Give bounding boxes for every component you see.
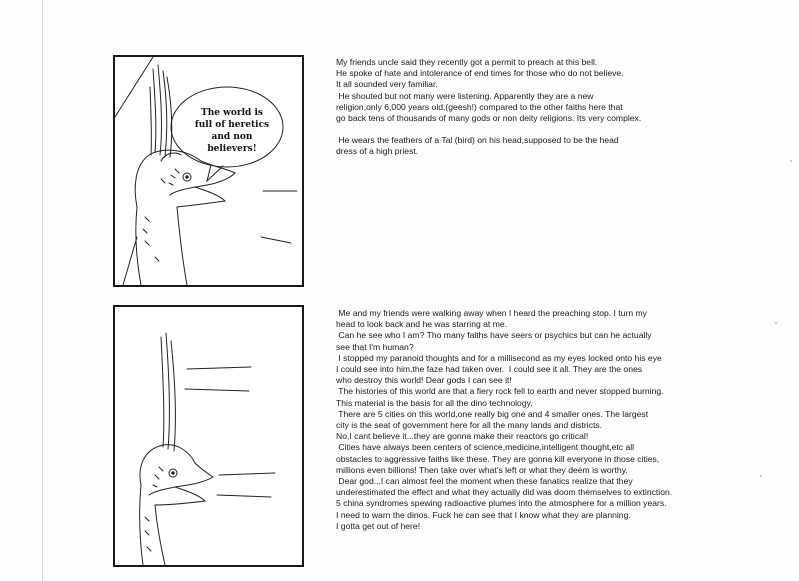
narration-line: millions even billions! Then take over what's left or what they deem is worthy. [336,464,628,475]
narration-line: There are 5 cities on this world,one really big one and 4 smaller ones. The largest [336,408,649,419]
narration-line: It all sounded very familiar. [336,79,438,90]
scan-speck [760,475,762,477]
narration-line: No,I cant believe it...they are gonna make their reactors go critical! [336,431,589,442]
narration-line: 5 china syndromes spewing radioactive plumes into the atmosphere for a million years. [336,498,667,509]
comic-panel-2 [113,305,304,567]
narration-line: I stopped my paranoid thoughts and for a millisecond as my eyes locked onto his eye [336,352,662,363]
narration-line: obstacles to aggressive faiths like these. They are gonna kill everyone in those cities, [336,453,660,464]
priest-speaking-drawing [115,57,302,285]
narration-line: Can he see who I am? Tho many faiths have seers or psychics but can he actually [336,330,652,341]
narration-line: This material is the basis for all the dino technology. [336,397,533,408]
narration-line: The histories of this world are that a fiery rock fell to earth and never stopped burning. [336,386,664,397]
priest-staring-drawing [115,307,302,565]
narration-line: My friends uncle said they recently got a permit to preach at this bell. [336,57,598,67]
narration-line: see that I'm human? [336,341,414,352]
narration-line: I could see into him,the faze had taken over. I could see it all. They are the ones [336,364,643,375]
narration-block-2 [336,308,756,532]
scan-speck [775,322,777,324]
narration-line: He shouted but not many were listening. Apparently they are a new [336,90,594,101]
narration-line: religion,only 6,000 years old,(geesh!) compared to the other faiths here that [336,101,623,112]
narration-line: city is the seat of government here for all the many lands and districts. [336,420,603,431]
narration-line: go back tens of thousands of many gods or non deity religions. Its very complex. [336,113,642,124]
narration-line: Cities have always been centers of science,medicine,intelligent thought,etc all [336,442,635,453]
comic-panel-1 [113,55,304,287]
page-edge-line [42,0,43,581]
narration-line: dress of a high priest. [336,146,419,157]
narration-line: Me and my friends were walking away when I heard the preaching stop. I turn my [336,308,647,318]
speech-bubble-text: The world is full of heretics and non believers! [194,108,270,154]
narration-line: underestimated the effect and what they actually did was doom themselves to extinction. [336,487,673,498]
narration-line: He spoke of hate and intolerance of end times for those who do not believe. [336,68,624,79]
scan-speck [790,160,792,162]
narration-line: I gotta get out of here! [336,520,421,531]
narration-line: head to look back and he was starring at me. [336,319,508,330]
narration-line: who destroy this world! Dear gods I can see it! [336,375,512,386]
narration-block-1 [336,57,736,158]
narration-line: Dear god...I can almost feel the moment when these fanatics realize that they [336,476,633,487]
narration-line: He wears the feathers of a Tal (bird) on his head,supposed to be the head [336,135,619,146]
narration-line: I need to warn the dinos. Fuck he can see that I know what they are planning. [336,509,631,520]
